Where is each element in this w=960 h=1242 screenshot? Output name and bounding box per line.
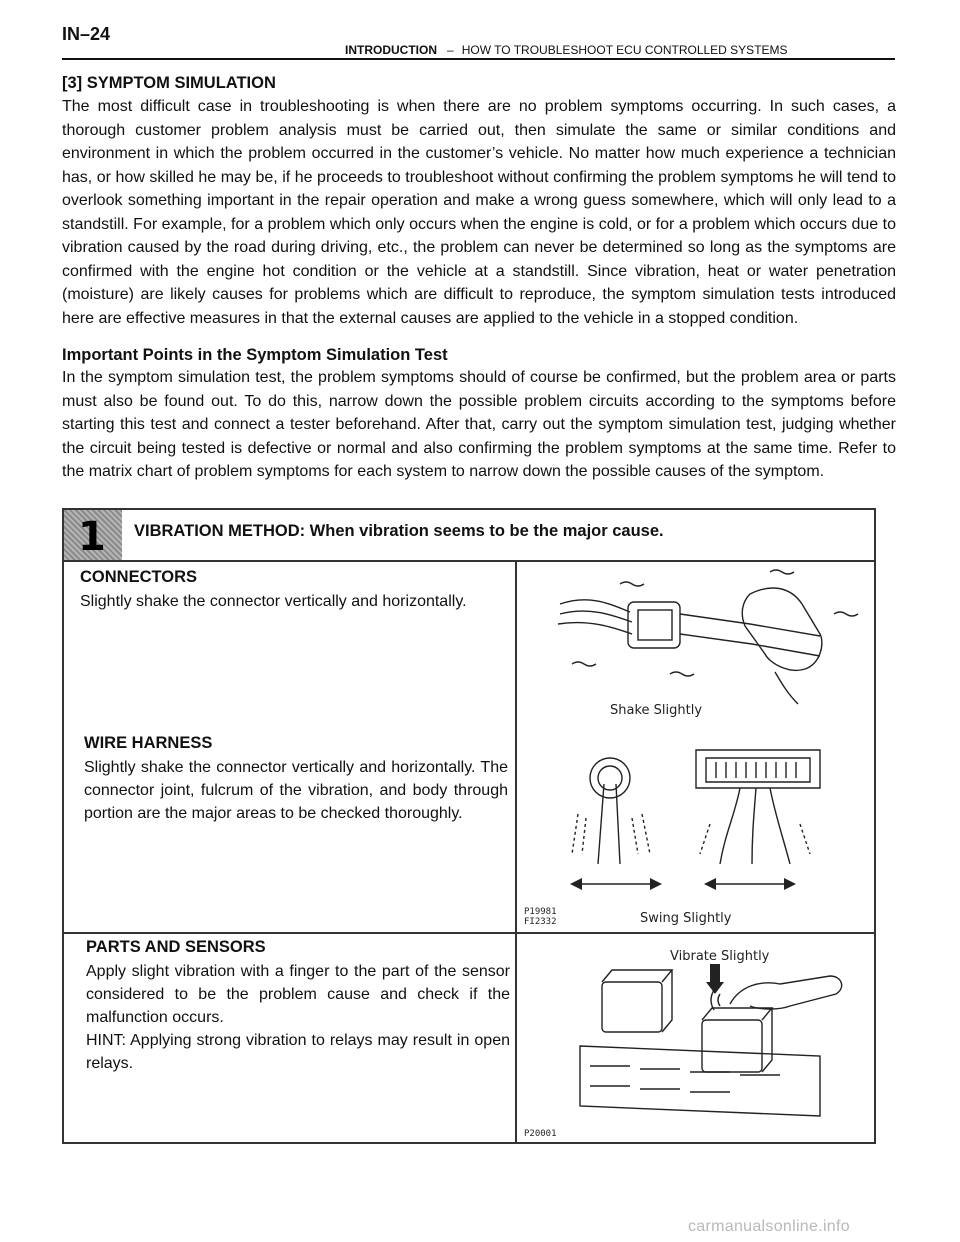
header-subsection: HOW TO TROUBLESHOOT ECU CONTROLLED SYSTEMS (461, 43, 788, 57)
important-points-heading: Important Points in the Symptom Simulation Test (62, 346, 448, 364)
parts-sensors-hint: HINT: Applying strong vibration to relays may result in open relays. (86, 1032, 510, 1072)
connectors-text: Slightly shake the connector vertically and horizontally. (80, 593, 467, 610)
box-divider-vertical (515, 560, 517, 1142)
swing-slightly-label: Swing Slightly (640, 911, 732, 926)
watermark: carmanualsonline.info (688, 1218, 850, 1235)
relay-vibrate-illustration (520, 936, 872, 1142)
method-title: VIBRATION METHOD: When vibration seems to be the major cause. (134, 522, 664, 540)
header-separator: – (447, 43, 454, 57)
page-code: IN–24 (62, 24, 111, 44)
running-header (345, 43, 788, 57)
connectors-title: CONNECTORS (80, 568, 198, 586)
box-divider-top (64, 560, 874, 562)
header-rule (62, 58, 895, 60)
parts-sensors-text: Apply slight vibration with a finger to the part of the sensor considered to be the problem cause and check if the malfunction occurs. (86, 963, 510, 1026)
parts-sensors-body (86, 960, 510, 1075)
header-section: INTRODUCTION (345, 43, 437, 57)
connector-shake-illustration (520, 564, 872, 730)
box-divider-middle (64, 932, 874, 934)
figure-code-2: P20001 (524, 1129, 557, 1139)
method-number-badge (64, 510, 122, 562)
intro-paragraph: The most difficult case in troubleshooting is when there are no problem symptoms occurring. In such cases, a thorough customer problem analysis must be carried out, then simulate the same or similar conditions and environment in which the problem occurred in the customer’s vehicle. No matter how much experience a technician has, or how skilled he may be, if he proceeds to troubleshoot without confirming the problem symptoms he will tend to overlook something important in the repair operation and make a wrong guess somewhere, which will only lead to a standstill. For example, for a problem which only occurs when the engine is cold, or for a problem which occurs due to vibration caused by the road during driving, etc., the problem can never be determined so long as the symptoms are confirmed with the engine hot condition or the vehicle at a standstill. Since vibration, heat or water penetration (moisture) are likely causes for problems which are difficult to reproduce, the symptom simulation tests introduced here are effective measures in that the external causes are applied to the vehicle in a stopped condition. (62, 98, 896, 327)
shake-slightly-label: Shake Slightly (610, 703, 703, 718)
section-heading: [3] SYMPTOM SIMULATION (62, 74, 276, 92)
figure-code-1b: FI2332 (524, 917, 557, 927)
figure-code-1a: P19981 (524, 907, 557, 917)
wire-harness-swing-illustration (520, 734, 872, 930)
vibrate-slightly-label: Vibrate Slightly (670, 949, 770, 964)
vibration-method-box (62, 508, 876, 1144)
important-points-paragraph: In the symptom simulation test, the problem symptoms should of course be confirmed, but the problem area or parts must also be found out. To do this, narrow down the possible problem circuits according to the symptoms before starting this test and connect a tester beforehand. After that, carry out the symptom simulation test, judging whether the circuit being tested is defective or normal and also confirming the problem symptoms at the same time. Refer to the matrix chart of problem symptoms for each system to narrow down the possible causes of the symptom. (62, 369, 896, 480)
wire-harness-title: WIRE HARNESS (84, 734, 213, 752)
wire-harness-text: Slightly shake the connector vertically and horizontally. The connector joint, fulcrum of the vibration, and body through portion are the major areas to be checked thoroughly. (84, 759, 508, 822)
method-number: 1 (78, 514, 106, 560)
parts-sensors-title: PARTS AND SENSORS (86, 938, 266, 956)
